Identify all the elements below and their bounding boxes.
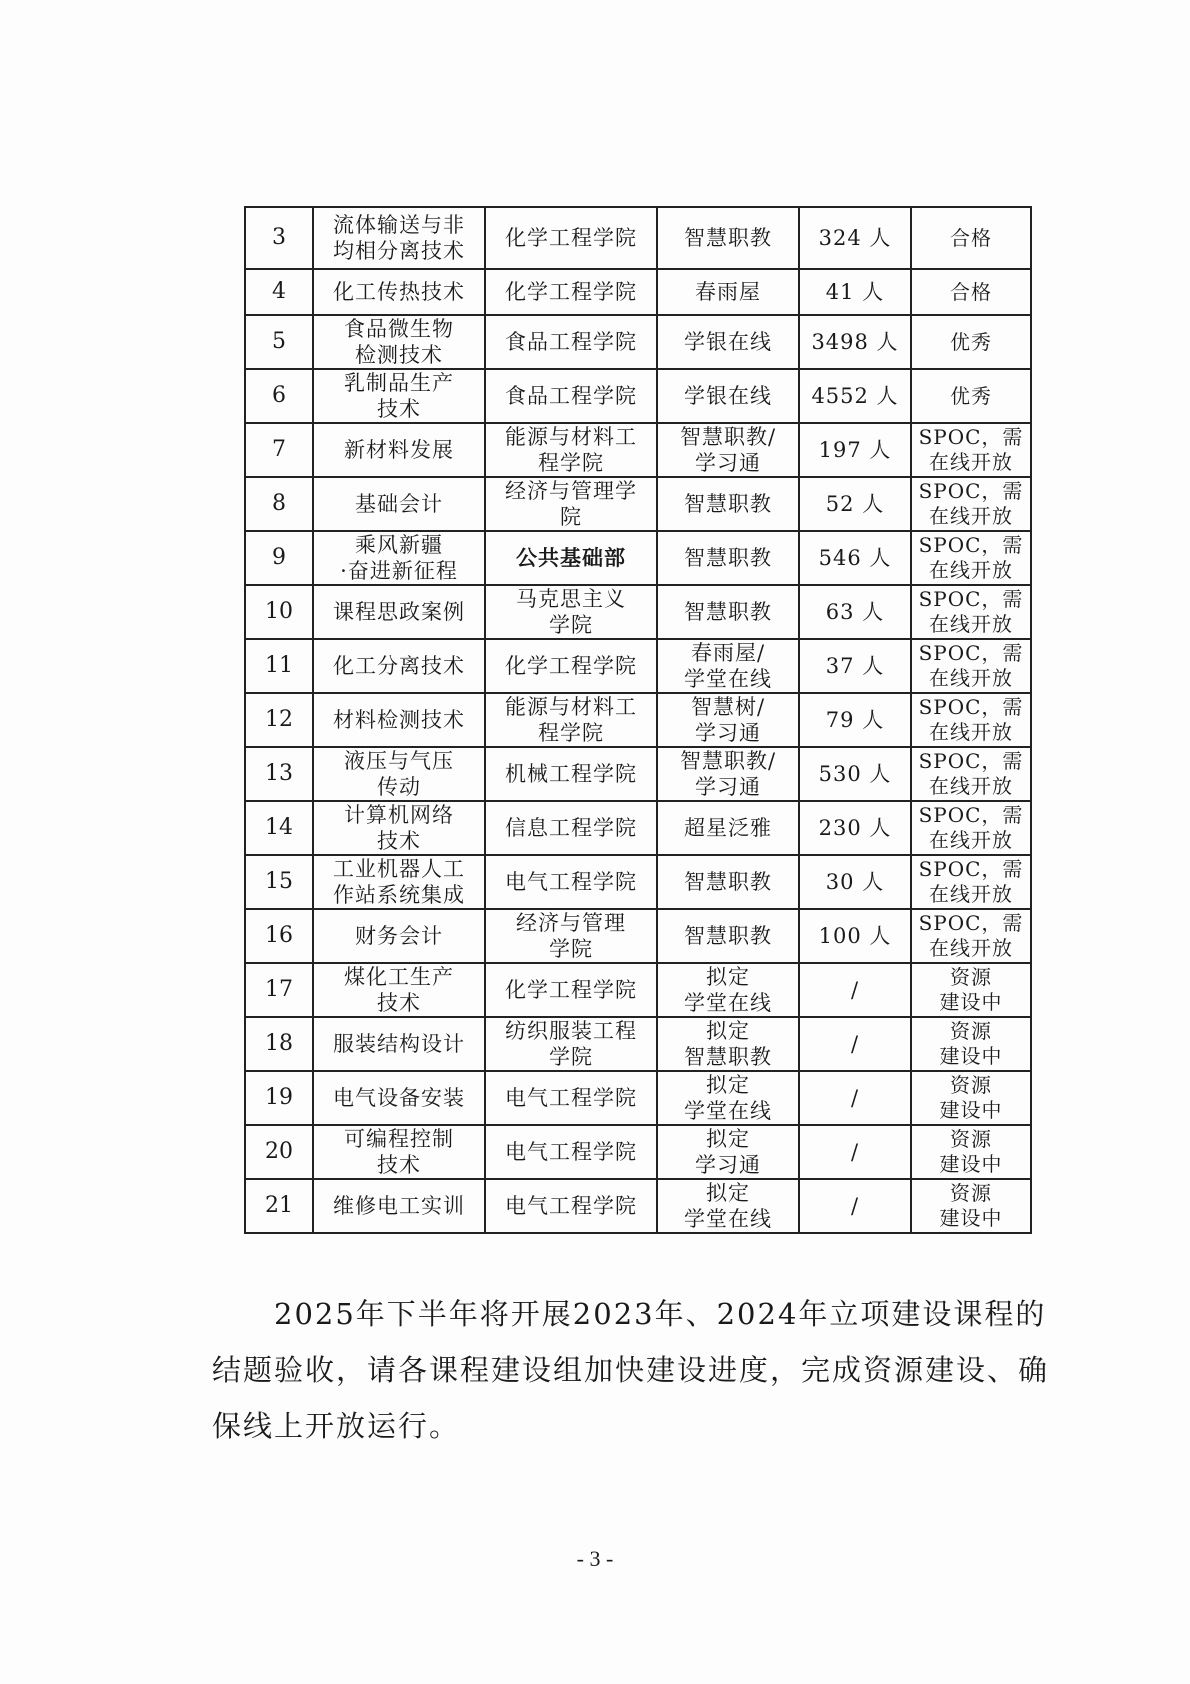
platform: 智慧职教/ 学习通 [657,747,799,801]
status: SPOC，需 在线开放 [911,639,1031,693]
row-number: 4 [245,269,313,315]
college-name: 化学工程学院 [485,639,657,693]
platform: 超星泛雅 [657,801,799,855]
status: 合格 [911,269,1031,315]
table-row [245,855,1031,909]
college-name: 食品工程学院 [485,315,657,369]
status: 资源 建设中 [911,1017,1031,1071]
student-count: / [799,1071,911,1125]
platform: 春雨屋/ 学堂在线 [657,639,799,693]
platform: 智慧树/ 学习通 [657,693,799,747]
course-name: 新材料发展 [313,423,485,477]
platform: 拟定 智慧职教 [657,1017,799,1071]
college-name: 马克思主义 学院 [485,585,657,639]
row-number: 12 [245,693,313,747]
course-name: 乳制品生产 技术 [313,369,485,423]
course-name: 课程思政案例 [313,585,485,639]
platform: 学银在线 [657,315,799,369]
college-name: 经济与管理 学院 [485,909,657,963]
table-row [245,1179,1031,1233]
row-number: 11 [245,639,313,693]
row-number: 9 [245,531,313,585]
status: SPOC，需 在线开放 [911,909,1031,963]
student-count: 100 人 [799,909,911,963]
row-number: 13 [245,747,313,801]
course-name: 流体输送与非 均相分离技术 [313,207,485,269]
college-name: 化学工程学院 [485,207,657,269]
row-number: 17 [245,963,313,1017]
college-name: 电气工程学院 [485,1125,657,1179]
row-number: 14 [245,801,313,855]
student-count: 37 人 [799,639,911,693]
course-name: 财务会计 [313,909,485,963]
table-row [245,531,1031,585]
course-name: 液压与气压 传动 [313,747,485,801]
table-row [245,639,1031,693]
college-name: 电气工程学院 [485,1071,657,1125]
platform: 智慧职教 [657,477,799,531]
course-name: 化工传热技术 [313,269,485,315]
platform: 拟定 学习通 [657,1125,799,1179]
table-row [245,269,1031,315]
platform: 拟定 学堂在线 [657,1071,799,1125]
page-number: - 3 - [576,1546,614,1571]
status: 优秀 [911,369,1031,423]
status: 资源 建设中 [911,1179,1031,1233]
course-name: 食品微生物 检测技术 [313,315,485,369]
student-count: 197 人 [799,423,911,477]
student-count: 79 人 [799,693,911,747]
student-count: 230 人 [799,801,911,855]
student-count: 324 人 [799,207,911,269]
course-table [244,206,1032,1234]
row-number: 5 [245,315,313,369]
row-number: 7 [245,423,313,477]
status: 资源 建设中 [911,1125,1031,1179]
student-count: 3498 人 [799,315,911,369]
status: SPOC，需 在线开放 [911,531,1031,585]
course-name: 可编程控制 技术 [313,1125,485,1179]
course-name: 工业机器人工 作站系统集成 [313,855,485,909]
status: 优秀 [911,315,1031,369]
table-row [245,801,1031,855]
student-count: / [799,1179,911,1233]
table-row [245,315,1031,369]
student-count: 530 人 [799,747,911,801]
platform: 拟定 学堂在线 [657,963,799,1017]
row-number: 8 [245,477,313,531]
status: SPOC，需 在线开放 [911,477,1031,531]
platform: 智慧职教 [657,531,799,585]
student-count: / [799,1125,911,1179]
platform: 智慧职教 [657,855,799,909]
status: SPOC，需 在线开放 [911,423,1031,477]
course-name: 煤化工生产 技术 [313,963,485,1017]
platform: 智慧职教 [657,909,799,963]
status: 合格 [911,207,1031,269]
status: SPOC，需 在线开放 [911,693,1031,747]
table-row [245,207,1031,269]
college-name: 化学工程学院 [485,269,657,315]
platform: 学银在线 [657,369,799,423]
student-count: 52 人 [799,477,911,531]
course-name: 基础会计 [313,477,485,531]
college-name: 电气工程学院 [485,855,657,909]
platform: 智慧职教 [657,585,799,639]
table-row [245,423,1031,477]
college-name: 机械工程学院 [485,747,657,801]
course-name: 计算机网络 技术 [313,801,485,855]
course-table-body [245,207,1031,1233]
status: 资源 建设中 [911,963,1031,1017]
college-name: 电气工程学院 [485,1179,657,1233]
table-row [245,585,1031,639]
student-count: / [799,1017,911,1071]
table-row [245,1017,1031,1071]
row-number: 19 [245,1071,313,1125]
table-row [245,963,1031,1017]
row-number: 18 [245,1017,313,1071]
platform: 春雨屋 [657,269,799,315]
row-number: 10 [245,585,313,639]
college-name: 公共基础部 [485,531,657,585]
course-name: 维修电工实训 [313,1179,485,1233]
status: SPOC，需 在线开放 [911,801,1031,855]
college-name: 能源与材料工 程学院 [485,693,657,747]
row-number: 21 [245,1179,313,1233]
status: SPOC，需 在线开放 [911,747,1031,801]
college-name: 经济与管理学 院 [485,477,657,531]
platform: 智慧职教/ 学习通 [657,423,799,477]
student-count: 63 人 [799,585,911,639]
row-number: 16 [245,909,313,963]
college-name: 食品工程学院 [485,369,657,423]
status: SPOC，需 在线开放 [911,585,1031,639]
course-name: 乘风新疆 ·奋进新征程 [313,531,485,585]
row-number: 6 [245,369,313,423]
student-count: 4552 人 [799,369,911,423]
status: 资源 建设中 [911,1071,1031,1125]
student-count: 41 人 [799,269,911,315]
college-name: 能源与材料工 程学院 [485,423,657,477]
table-row [245,1071,1031,1125]
table-row [245,369,1031,423]
student-count: 546 人 [799,531,911,585]
platform: 智慧职教 [657,207,799,269]
college-name: 纺织服装工程 学院 [485,1017,657,1071]
student-count: 30 人 [799,855,911,909]
table-row [245,747,1031,801]
course-name: 化工分离技术 [313,639,485,693]
course-name: 电气设备安装 [313,1071,485,1125]
status: SPOC，需 在线开放 [911,855,1031,909]
table-row [245,477,1031,531]
course-name: 服装结构设计 [313,1017,485,1071]
row-number: 20 [245,1125,313,1179]
course-name: 材料检测技术 [313,693,485,747]
table-row [245,693,1031,747]
closing-paragraph: 2025年下半年将开展2023年、2024年立项建设课程的结题验收，请各课程建设组加快建设进度，完成资源建设、确保线上开放运行。 [212,1297,1050,1443]
student-count: / [799,963,911,1017]
table-row [245,909,1031,963]
row-number: 15 [245,855,313,909]
table-row [245,1125,1031,1179]
platform: 拟定 学堂在线 [657,1179,799,1233]
row-number: 3 [245,207,313,269]
college-name: 信息工程学院 [485,801,657,855]
college-name: 化学工程学院 [485,963,657,1017]
